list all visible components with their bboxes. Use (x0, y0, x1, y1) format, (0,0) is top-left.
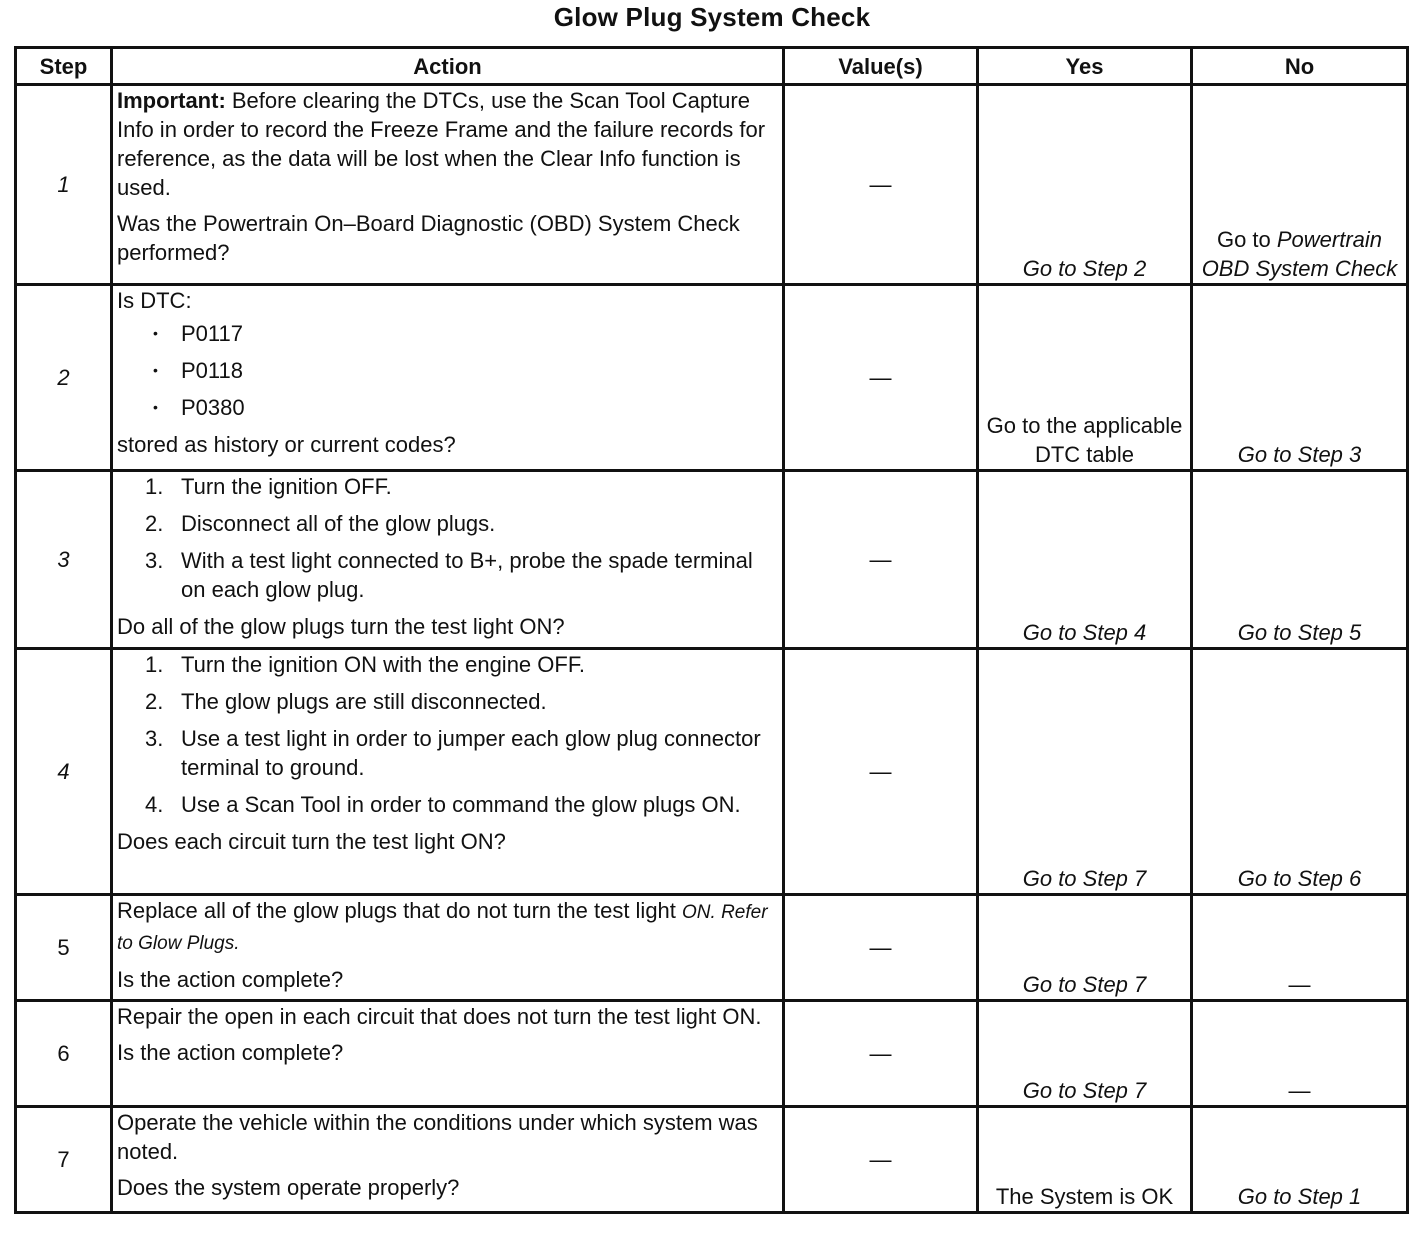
list-number: 3. (145, 726, 164, 751)
list-item (145, 546, 778, 604)
yes-result: The System is OK (978, 1107, 1192, 1213)
list-item (145, 687, 778, 716)
yes-link[interactable]: Go to Step 4 (978, 471, 1192, 649)
action-cell (112, 1001, 784, 1107)
dtc-list (117, 319, 778, 422)
list-text: Turn the ignition ON with the engine OFF. (181, 652, 585, 677)
list-text: Disconnect all of the glow plugs. (181, 511, 496, 536)
header-values: Value(s) (784, 48, 978, 85)
table-row (16, 649, 1408, 895)
yes-link[interactable]: Go to Step 7 (978, 895, 1192, 1001)
list-text: Use a Scan Tool in order to command the glow plugs ON. (181, 792, 741, 817)
no-link[interactable]: Go to Step 1 (1192, 1107, 1408, 1213)
list-item: • P0118 (145, 356, 778, 385)
yes-link[interactable]: Go to Step 7 (978, 649, 1192, 895)
list-item: • P0380 (145, 393, 778, 422)
value-cell: — (784, 1107, 978, 1213)
step-number: 5 (16, 895, 112, 1001)
list-number: 2. (145, 511, 164, 536)
step-number: 6 (16, 1001, 112, 1107)
list-item (145, 509, 778, 538)
header-no: No (1192, 48, 1408, 85)
no-link[interactable] (1192, 85, 1408, 285)
yes-link[interactable]: Go to Step 7 (978, 1001, 1192, 1107)
important-label: Important: (117, 88, 226, 113)
table-row (16, 1107, 1408, 1213)
step-number: 2 (16, 285, 112, 471)
value-cell: — (784, 895, 978, 1001)
value-cell: — (784, 649, 978, 895)
list-number: 1. (145, 652, 164, 677)
table-row (16, 471, 1408, 649)
action-cell (112, 85, 784, 285)
action-cell (112, 285, 784, 471)
value-cell: — (784, 285, 978, 471)
procedure-list (117, 650, 778, 819)
action-question: stored as history or current codes? (117, 432, 456, 457)
procedure-list (117, 472, 778, 604)
list-text: Use a test light in order to jumper each glow plug connector terminal to ground. (181, 726, 761, 780)
action-text-a: Replace all of the glow plugs that do not turn the test light (117, 898, 683, 923)
no-link[interactable]: Go to Step 5 (1192, 471, 1408, 649)
header-action: Action (112, 48, 784, 85)
value-cell: — (784, 471, 978, 649)
no-prefix: Go to (1216, 227, 1277, 252)
value-cell: — (784, 85, 978, 285)
action-text-c: . (234, 933, 240, 954)
list-text: With a test light connected to B+, probe the spade terminal on each glow plug. (181, 548, 753, 602)
no-dash: — (1192, 895, 1408, 1001)
page-title: Glow Plug System Check (553, 2, 871, 32)
table-row (16, 285, 1408, 471)
step-number: 4 (16, 649, 112, 895)
action-text: Repair the open in each circuit that does not turn the test light ON. (117, 1004, 762, 1029)
list-item: • P0117 (145, 319, 778, 348)
value-cell: — (784, 1001, 978, 1107)
important-note (117, 86, 778, 202)
list-number: 3. (145, 548, 164, 573)
step-number: 3 (16, 471, 112, 649)
action-cell (112, 649, 784, 895)
important-text: Before clearing the DTCs, use the Scan Tool Capture Info in order to record the Freeze Frame and the failure records for reference, as the data will be lost when the Clear Info function is used. (117, 88, 766, 200)
list-number: 4. (145, 792, 164, 817)
no-reference: Powertrain OBD System Check (1201, 227, 1398, 281)
action-question: Was the Powertrain On–Board Diagnostic (OBD) System Check performed? (117, 211, 740, 265)
no-link[interactable]: Go to Step 6 (1192, 649, 1408, 895)
action-question: Is the action complete? (117, 1040, 344, 1065)
system-check-table (14, 46, 1409, 1214)
action-text: Operate the vehicle within the conditions under which system was noted. (117, 1110, 758, 1164)
list-text: Turn the ignition OFF. (181, 474, 392, 499)
list-item (145, 472, 778, 501)
step-number: 7 (16, 1107, 112, 1213)
step-number: 1 (16, 85, 112, 285)
action-cell (112, 1107, 784, 1213)
action-intro: Is DTC: (117, 288, 192, 313)
action-text (117, 896, 778, 958)
table-header-row (16, 48, 1408, 85)
header-yes: Yes (978, 48, 1192, 85)
list-item (145, 650, 778, 679)
list-item (145, 790, 778, 819)
no-link[interactable]: Go to Step 3 (1192, 285, 1408, 471)
no-dash: — (1192, 1001, 1408, 1107)
table-row (16, 1001, 1408, 1107)
action-reference: Glow Plugs (138, 933, 235, 954)
action-question: Does each circuit turn the test light ON? (117, 829, 506, 854)
action-text-b: ON. Refer to (117, 902, 768, 954)
list-number: 2. (145, 689, 164, 714)
yes-link[interactable]: Go to the applicable DTC table (978, 285, 1192, 471)
table-row (16, 895, 1408, 1001)
action-question: Do all of the glow plugs turn the test light ON? (117, 614, 565, 639)
list-item (145, 724, 778, 782)
action-cell (112, 895, 784, 1001)
list-text: The glow plugs are still disconnected. (181, 689, 547, 714)
action-cell (112, 471, 784, 649)
action-question: Does the system operate properly? (117, 1175, 460, 1200)
action-question: Is the action complete? (117, 967, 344, 992)
list-number: 1. (145, 474, 164, 499)
header-step: Step (16, 48, 112, 85)
table-row (16, 85, 1408, 285)
yes-link[interactable]: Go to Step 2 (978, 85, 1192, 285)
